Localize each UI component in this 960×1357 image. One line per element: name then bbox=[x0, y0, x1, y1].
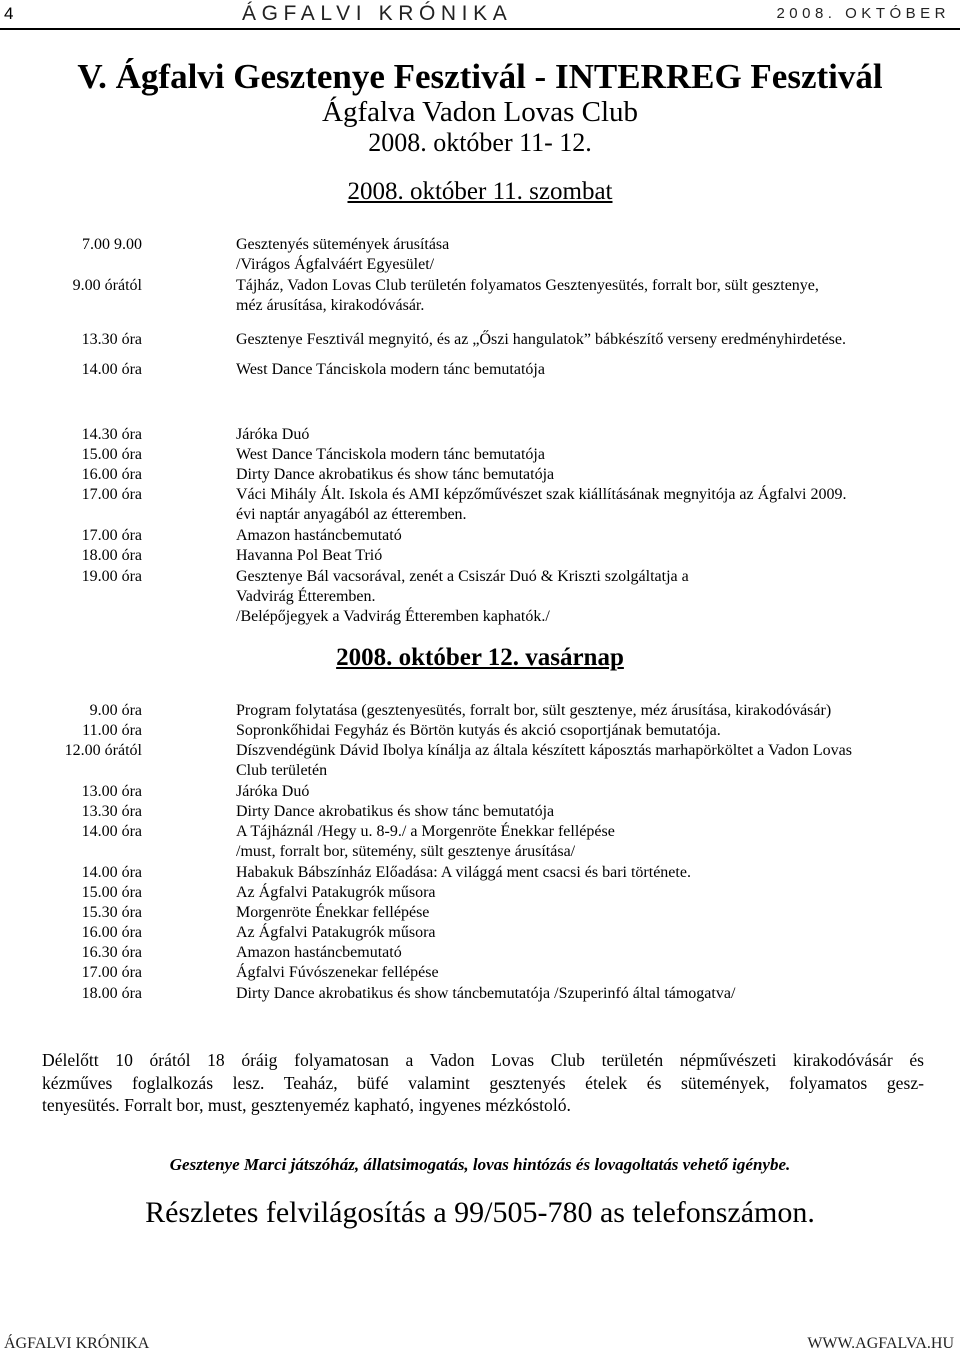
paragraph-line: tenyesütés. Forralt bor, must, gesztenyeméz kapható, ingyenes mézkóstoló. bbox=[42, 1095, 571, 1115]
schedule-description-line: Habakuk Bábszínház Előadása: A világgá ment csacsi és bari története. bbox=[236, 864, 691, 881]
schedule-description-line: /Virágos Ágfalváért Egyesület/ bbox=[236, 256, 435, 273]
date-range-title: 2008. október 11- 12. bbox=[368, 128, 592, 157]
schedule-time: 17.00 óra bbox=[81, 964, 142, 981]
footer-website: WWW.AGFALVA.HU bbox=[807, 1335, 954, 1352]
schedule-description-line: évi naptár anyagából az étteremben. bbox=[236, 506, 467, 523]
schedule-time: 13.30 óra bbox=[81, 803, 142, 820]
schedule-time: 9.00 órától bbox=[72, 277, 142, 294]
page-header bbox=[0, 0, 960, 30]
paragraph-line: Délelőtt 10 órától 18 óráig folyamatosan a Vadon Lovas Club területén népművészeti kirakodóvásár és bbox=[42, 1050, 924, 1070]
schedule-description bbox=[236, 567, 926, 627]
schedule-time: 9.00 óra bbox=[89, 702, 142, 719]
schedule-time: 14.00 óra bbox=[81, 823, 142, 840]
schedule-description bbox=[236, 330, 926, 350]
schedule-time: 16.30 óra bbox=[81, 944, 142, 961]
schedule-time: 14.30 óra bbox=[81, 426, 142, 443]
publication-name: ÁGFALVI KRÓNIKA bbox=[242, 2, 513, 25]
schedule-time: 7.00 9.00 bbox=[82, 236, 142, 253]
paragraph-line: kézműves foglalkozás lesz. Teaház, büfé valamint gesztenyés ételek és sütemények, folyamatos gesz- bbox=[42, 1072, 924, 1093]
schedule-time: 17.00 óra bbox=[81, 486, 142, 503]
schedule-time: 15.00 óra bbox=[81, 446, 142, 463]
schedule-description-line: Dirty Dance akrobatikus és show tánc bemutatója bbox=[236, 466, 555, 483]
festival-title: V. Ágfalvi Gesztenye Fesztivál - INTERREG Fesztivál bbox=[77, 57, 883, 96]
schedule-time: 11.00 óra bbox=[82, 722, 142, 739]
schedule-description-line: Az Ágfalvi Patakugrók műsora bbox=[236, 884, 436, 901]
schedule-time: 17.00 óra bbox=[81, 527, 142, 544]
schedule-description bbox=[236, 782, 926, 802]
schedule-description bbox=[236, 276, 926, 316]
page-number: 4 bbox=[4, 4, 14, 23]
footer-publication: ÁGFALVI KRÓNIKA bbox=[4, 1335, 150, 1352]
schedule-description-line: Sopronkőhidai Fegyház és Börtön kutyás és akció csoportjának bemutatója. bbox=[236, 722, 721, 739]
venue-title: Ágfalva Vadon Lovas Club bbox=[322, 96, 638, 128]
schedule-description-line: Gesztenye Fesztivál megnyitó, és az „Őszi hangulatok” bábkészítő verseny eredményhirdetése. bbox=[236, 331, 846, 348]
schedule-time: 19.00 óra bbox=[81, 568, 142, 585]
schedule-description bbox=[236, 741, 926, 781]
schedule-description bbox=[236, 701, 926, 721]
schedule-description-line: Havanna Pol Beat Trió bbox=[236, 547, 383, 564]
schedule-description-line: West Dance Tánciskola modern tánc bemutatója bbox=[236, 361, 545, 378]
schedule-description-line: Ágfalvi Fúvószenekar fellépése bbox=[236, 964, 439, 981]
schedule-description bbox=[236, 863, 926, 883]
schedule-description-line: /must, forralt bor, sütemény, sült gesztenye árusítása/ bbox=[236, 843, 576, 860]
schedule-description bbox=[236, 445, 926, 465]
schedule-description bbox=[236, 923, 926, 943]
schedule-time: 18.00 óra bbox=[81, 547, 142, 564]
schedule-description bbox=[236, 822, 926, 862]
schedule-description bbox=[236, 235, 926, 275]
schedule-description-line: méz árusítása, kirakodóvásár. bbox=[236, 297, 425, 314]
schedule-description-line: Amazon hastáncbemutató bbox=[236, 944, 402, 961]
schedule-description-line: Járóka Duó bbox=[236, 783, 310, 800]
schedule-description bbox=[236, 526, 926, 546]
schedule-description bbox=[236, 883, 926, 903]
schedule-description bbox=[236, 425, 926, 445]
schedule-description-line: A Tájháznál /Hegy u. 8-9./ a Morgenröte Énekkar fellépése bbox=[236, 823, 615, 840]
schedule-description-line: Dirty Dance akrobatikus és show táncbemutatója /Szuperinfó által támogatva/ bbox=[236, 985, 736, 1002]
day1-heading: 2008. október 11. szombat bbox=[347, 178, 613, 205]
schedule-description bbox=[236, 963, 926, 983]
schedule-time: 15.00 óra bbox=[81, 884, 142, 901]
schedule-description-line: West Dance Tánciskola modern tánc bemutatója bbox=[236, 446, 545, 463]
schedule-time: 12.00 órától bbox=[64, 742, 142, 759]
schedule-description-line: Program folytatása (gesztenyesütés, forralt bor, sült gesztenye, méz árusítása, kirakodóvásár) bbox=[236, 702, 832, 719]
schedule-description-line: Club területén bbox=[236, 762, 328, 779]
schedule-time: 14.00 óra bbox=[81, 361, 142, 378]
activities-note: Gesztenye Marci játszóház, állatsimogatás, lovas hintózás és lovagoltatás vehető igénybe. bbox=[169, 1155, 791, 1174]
schedule-description-line: Járóka Duó bbox=[236, 426, 310, 443]
schedule-description bbox=[236, 721, 926, 741]
schedule-description-line: Gesztenyés sütemények árusítása bbox=[236, 236, 450, 253]
schedule-description-line: Amazon hastáncbemutató bbox=[236, 527, 402, 544]
issue-date: 2008. OKTÓBER bbox=[776, 5, 950, 22]
schedule-description bbox=[236, 360, 926, 380]
schedule-time: 13.30 óra bbox=[81, 331, 142, 348]
schedule-description-line: Gesztenye Bál vacsorával, zenét a Csiszár Duó & Kriszti szolgáltatja a bbox=[236, 568, 689, 585]
schedule-time: 15.30 óra bbox=[81, 904, 142, 921]
schedule-description bbox=[236, 943, 926, 963]
info-paragraph bbox=[42, 1049, 924, 1117]
schedule-description-line: Vadvirág Étteremben. bbox=[236, 588, 376, 605]
schedule-description-line: Morgenröte Énekkar fellépése bbox=[236, 904, 430, 921]
schedule-description bbox=[236, 546, 926, 566]
schedule-description bbox=[236, 802, 926, 822]
schedule-time: 14.00 óra bbox=[81, 864, 142, 881]
schedule-time: 16.00 óra bbox=[81, 924, 142, 941]
schedule-description-line: /Belépőjegyek a Vadvirág Étteremben kaphatók./ bbox=[236, 608, 550, 625]
schedule-description bbox=[236, 984, 926, 1004]
schedule-description bbox=[236, 485, 926, 525]
schedule-description bbox=[236, 465, 926, 485]
day2-heading: 2008. október 12. vasárnap bbox=[336, 644, 624, 671]
schedule-description-line: Díszvendégünk Dávid Ibolya kínálja az általa készített káposztás marhapörköltet a Vadon Lovas bbox=[236, 742, 852, 759]
schedule-time: 16.00 óra bbox=[81, 466, 142, 483]
schedule-description bbox=[236, 903, 926, 923]
schedule-time: 18.00 óra bbox=[81, 985, 142, 1002]
schedule-description-line: Váci Mihály Ált. Iskola és AMI képzőművészet szak kiállításának megnyitója az Ágfalvi 2009. bbox=[236, 486, 847, 503]
schedule-time: 13.00 óra bbox=[81, 783, 142, 800]
schedule-description-line: Tájház, Vadon Lovas Club területén folyamatos Gesztenyesütés, forralt bor, sült gesztenye, bbox=[236, 277, 819, 294]
contact-phone-line: Részletes felvilágosítás a 99/505-780 as telefonszámon. bbox=[145, 1196, 815, 1229]
schedule-description-line: Az Ágfalvi Patakugrók műsora bbox=[236, 924, 436, 941]
schedule-description-line: Dirty Dance akrobatikus és show tánc bemutatója bbox=[236, 803, 555, 820]
